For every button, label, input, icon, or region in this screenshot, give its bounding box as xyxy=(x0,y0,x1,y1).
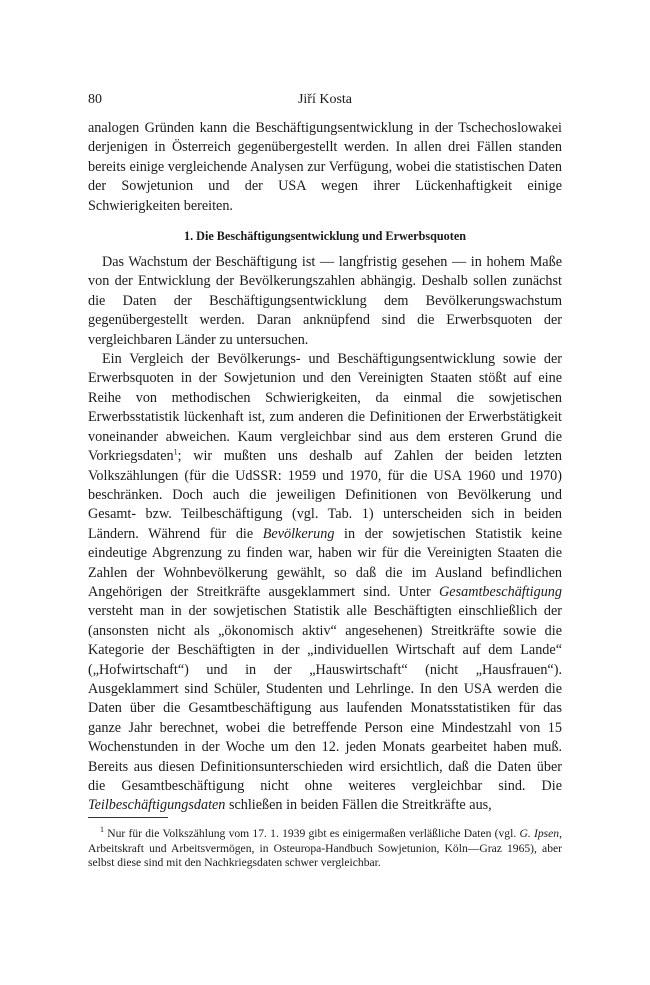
emphasis-term: Bevölkerung xyxy=(262,525,335,542)
emphasis-term: Gesamtbeschäftigung xyxy=(439,583,562,600)
footnote xyxy=(88,827,562,871)
emphasis-term: Teilbeschäftigungsdaten xyxy=(88,797,226,814)
text-run: Ein Vergleich der Bevölkerungs- und Beschäftigungsentwicklung sowie der Erwerbsquoten in der Sowjetunion und den Vereinigten Staaten stößt auf eine Reihe von methodischen Schwierigkeiten, da einmal die sowjetischen Erwerbsstatistik lückenhaft ist, zum anderen die Definitionen der Erwerbstätigkeit voneinander abweichen. Kaum vergleichbar sind aus dem ersteren Grund die Vorkriegsdaten xyxy=(88,351,562,465)
paragraph-continued: analogen Gründen kann die Beschäftigungsentwicklung in der Tschechoslowakei derjenigen in Österreich gegenübergestellt werden. In allen drei Fällen standen bereits einige vergleichende Analysen zur Verfügung, wobei die statistischen Daten der Sowjetunion und der USA wegen ihrer Lückenhaftigkeit einige Schwierigkeiten bereiten. xyxy=(88,120,562,214)
running-head-author: Jiří Kosta xyxy=(297,92,353,107)
section-heading: 1. Die Beschäftigungsentwicklung und Erwerbsquoten xyxy=(183,229,467,244)
footnote-author: G. Ipsen xyxy=(519,827,560,840)
text-run: ; wir mußten uns deshalb auf Zahlen der beiden letzten Volkszählungen (für die UdSSR: 1959 und 1970, für die USA 1960 und 1970) beschränken. Doch auch die jeweiligen Definitionen von Bevölkerung und Gesamt- bzw. Teilbeschäftigung (vgl. Tab. 1) unterscheiden sich in beiden Ländern. Während für die xyxy=(88,448,562,542)
footnote-text: Nur für die Volkszählung vom 17. 1. 1939 gibt es einigermaßen verläßliche Daten (vgl. xyxy=(104,827,520,840)
footnote-reference: 1 xyxy=(173,447,178,457)
footnote-marker: 1 xyxy=(100,825,104,835)
text-run: in der sowjetischen Statistik keine eindeutige Abgrenzung zu finden war, haben wir für die Vereinigten Staaten die Zahlen der Wohnbevölkerung gewählt, so daß die im Ausland befindlichen Angehörigen der Streitkräfte ausgeklammert sind. Unter xyxy=(88,525,562,600)
page-number: 80 xyxy=(88,92,102,107)
footnote-text: , Arbeitskraft und Arbeitsvermögen, in Osteuropa-Handbuch Sowjetunion, Köln—Graz 1965), aber selbst diese sind mit den Nachkriegsdaten schwer vergleichbar. xyxy=(88,827,562,870)
main-text xyxy=(88,119,562,816)
text-run: versteht man in der sowjetischen Statistik alle Beschäftigten einschließlich der (ansonsten nicht als „ökonomisch aktiv“ angesehenen) Streitkräfte sowie die Kategorie der Beschäftigten in der „individuellen Wirtschaft auf dem Lande“ („Hofwirtschaft“) und in der „Hauswirtschaft“ (nicht „Hausfrauen“). Ausgeklammert sind Schüler, Studenten und Lehrlinge. In den USA werden die Daten über die Gesamtbeschäftigung aus laufenden Monatsstatistiken für das ganze Jahr berechnet, wobei die betreffende Person eine Mindestzahl von 15 Wochenstunden in der Woche um den 12. jeden Monats gearbeitet haben muß. Bereits aus diesen Definitionsunterschieden wird ersichtlich, daß die Daten über die Gesamtbeschäftigung nicht ohne weiteres vergleichbar sind. Die xyxy=(88,603,562,794)
page-header xyxy=(88,92,562,112)
footnote-divider xyxy=(88,817,168,818)
paragraph-growth: Das Wachstum der Beschäftigung ist — langfristig gesehen — in hohem Maße von der Entwicklung der Bevölkerungszahlen abhängig. Deshalb sollen zunächst die Daten der Beschäftigungsentwicklung dem Bevölkerungswachstum gegenübergestellt werden. Daran anknüpfend sind die Erwerbsquoten der vergleichbaren Länder zu untersuchen. xyxy=(88,254,562,348)
paragraph-comparison xyxy=(88,350,562,816)
text-run: schließen in beiden Fällen die Streitkräfte aus, xyxy=(225,797,492,814)
